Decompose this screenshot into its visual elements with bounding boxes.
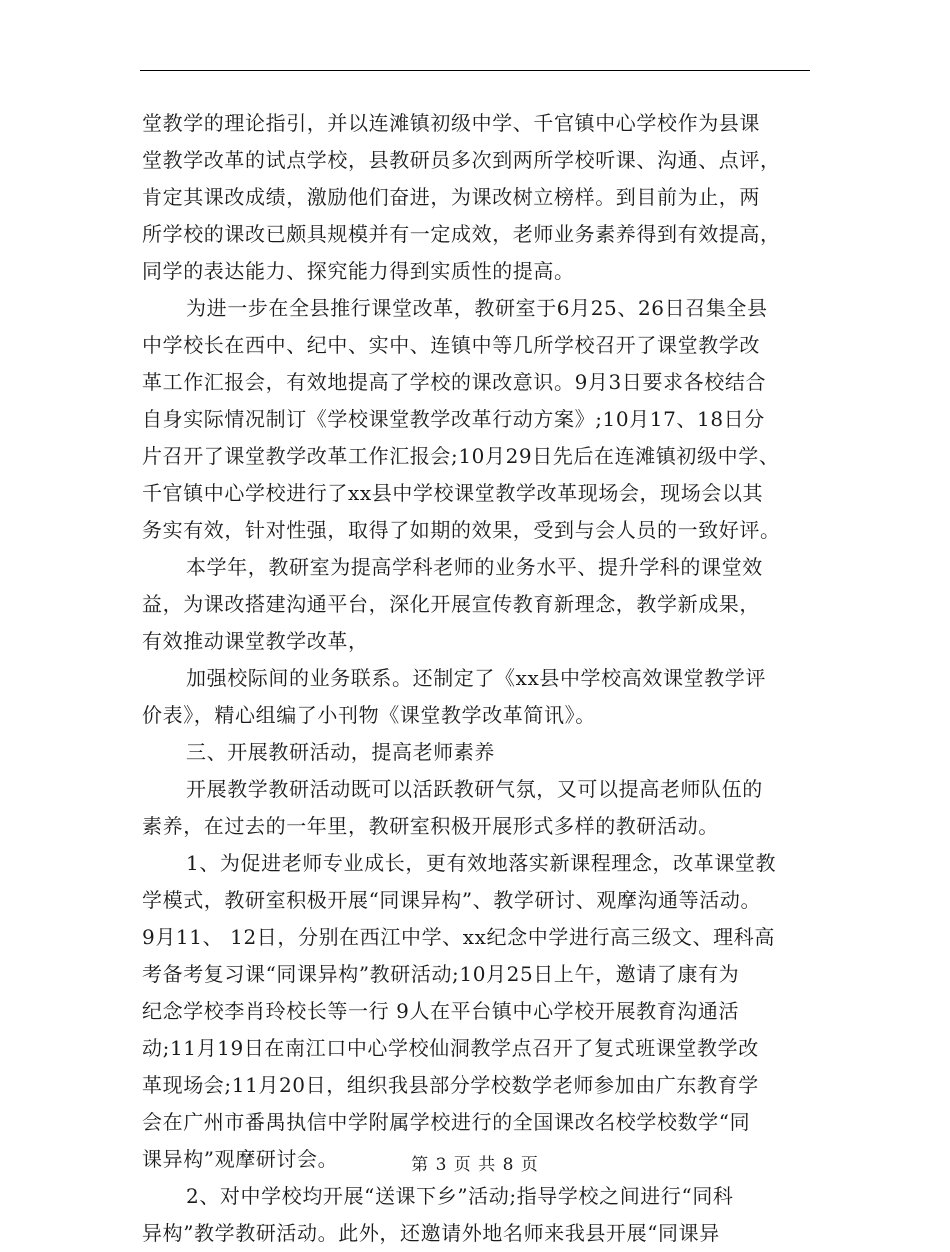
text-line: 考备考复习课“同课异构”教研活动;10月25日上午，邀请了康有为 bbox=[142, 962, 740, 986]
text-line: 1、为促进老师专业成长，更有效地落实新课程理念，改革课堂教 bbox=[186, 851, 777, 875]
text-line: 会在广州市番禺执信中学附属学校进行的全国课改名校学校数学“同 bbox=[142, 1110, 751, 1134]
text-line: 课异构”观摩研讨会。 bbox=[142, 1147, 339, 1171]
text-line: 革现场会;11月20日，组织我县部分学校数学老师参加由广东教育学 bbox=[142, 1073, 759, 1097]
text-line: 9月11、 12日，分别在西江中学、xx纪念中学进行高三级文、理科高 bbox=[142, 925, 775, 949]
text-line: 堂教学的理论指引，并以连滩镇初级中学、千官镇中心学校作为县课 bbox=[142, 111, 760, 135]
text-line: 纪念学校李肖玲校长等一行 9人在平台镇中心学校开展教育沟通活 bbox=[142, 999, 740, 1023]
text-line: 自身实际情况制订《学校课堂教学改革行动方案》;10月17、18日分 bbox=[142, 407, 765, 431]
text-line: 益，为课改搭建沟通平台，深化开展宣传教育新理念，教学新成果， bbox=[142, 592, 760, 616]
header-rule bbox=[140, 70, 810, 71]
text-line: 动;11月19日在南江口中心学校仙洞教学点召开了复式班课堂教学改 bbox=[142, 1036, 759, 1060]
text-line: 素养，在过去的一年里，教研室积极开展形式多样的教研活动。 bbox=[142, 814, 719, 838]
text-line: 同学的表达能力、探究能力得到实质性的提高。 bbox=[142, 259, 575, 283]
text-line: 加强校际间的业务联系。还制定了《xx县中学校高效课堂教学评 bbox=[186, 666, 766, 690]
text-line: 三、开展教研活动，提高老师素养 bbox=[186, 740, 495, 764]
text-line: 有效推动课堂教学改革， bbox=[142, 629, 369, 653]
text-line: 2、对中学校均开展“送课下乡”活动;指导学校之间进行“同科 bbox=[186, 1184, 734, 1208]
text-line: 所学校的课改已颇具规模并有一定成效，老师业务素养得到有效提高， bbox=[142, 222, 781, 246]
document-body bbox=[142, 105, 812, 1252]
text-line: 革工作汇报会，有效地提高了学校的课改意识。9月3日要求各校结合 bbox=[142, 370, 767, 394]
text-line: 堂教学改革的试点学校，县教研员多次到两所学校听课、沟通、点评， bbox=[142, 148, 781, 172]
text-line: 中学校长在西中、纪中、实中、连镇中等几所学校召开了课堂教学改 bbox=[142, 333, 760, 357]
text-line: 开展教学教研活动既可以活跃教研气氛，又可以提高老师队伍的 bbox=[186, 777, 763, 801]
text-line: 为进一步在全县推行课堂改革，教研室于6月25、26日召集全县 bbox=[186, 296, 768, 320]
text-line: 价表》，精心组编了小刊物《课堂教学改革简讯》。 bbox=[142, 703, 596, 727]
text-line: 异构”教学教研活动。此外，还邀请外地名师来我县开展“同课异 bbox=[142, 1221, 720, 1245]
text-line: 本学年，教研室为提高学科老师的业务水平、提升学科的课堂效 bbox=[186, 555, 763, 579]
page-number-footer: 第 3 页 共 8 页 bbox=[411, 1155, 539, 1175]
text-line: 千官镇中心学校进行了xx县中学校课堂教学改革现场会，现场会以其 bbox=[142, 481, 764, 505]
text-line: 片召开了课堂教学改革工作汇报会;10月29日先后在连滩镇初级中学、 bbox=[142, 444, 780, 468]
text-line: 肯定其课改成绩，激励他们奋进，为课改树立榜样。到目前为止，两 bbox=[142, 185, 760, 209]
text-line: 务实有效，针对性强，取得了如期的效果，受到与会人员的一致好评。 bbox=[142, 518, 781, 542]
text-line: 学模式，教研室积极开展“同课异构”、教学研讨、观摩沟通等活动。 bbox=[142, 888, 762, 912]
